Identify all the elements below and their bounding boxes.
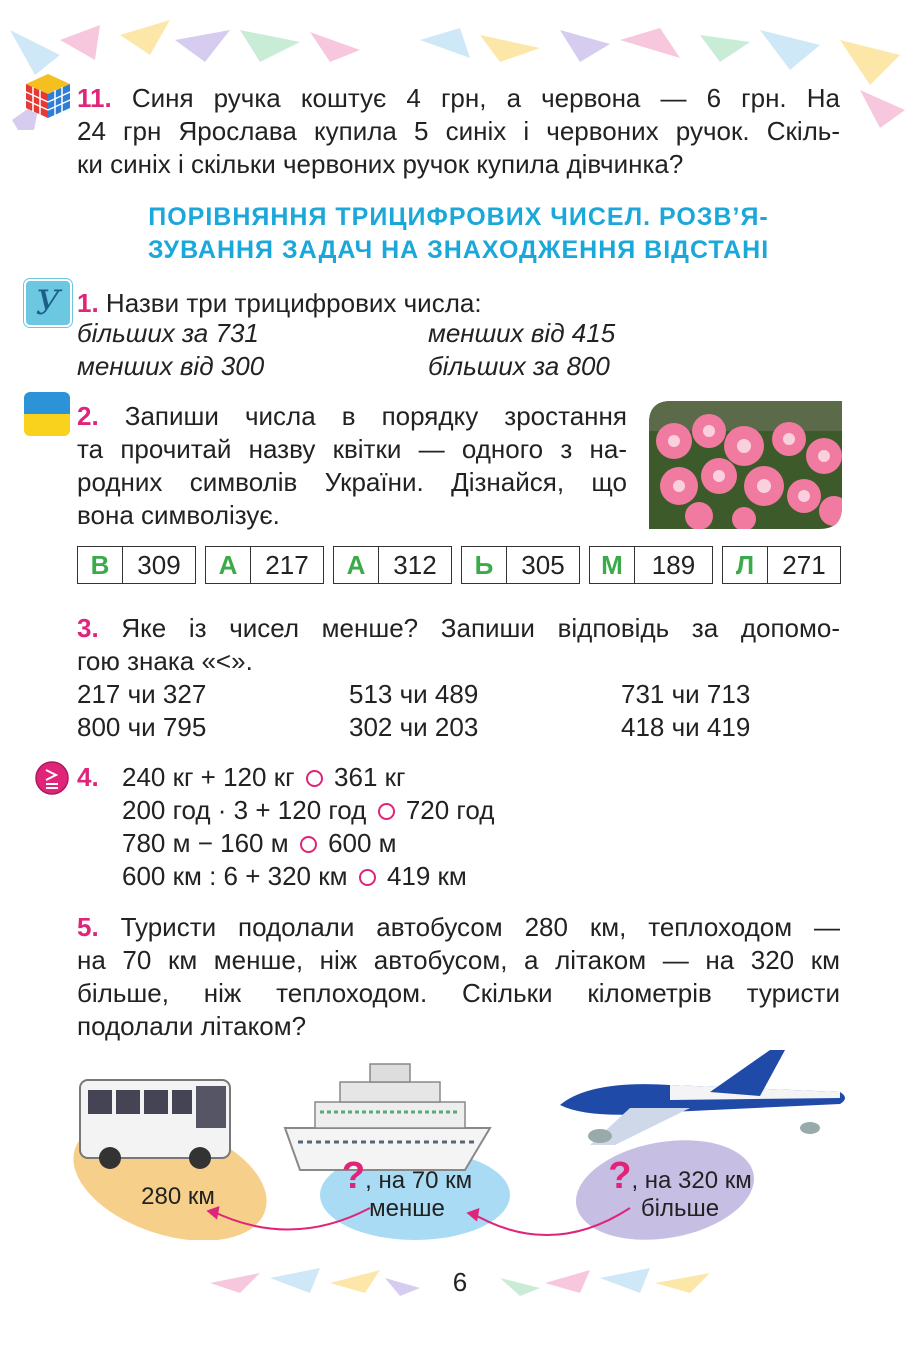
cell-letter: А [334,547,379,583]
comparison-pair: 513 чи 489 [349,679,479,709]
cell-value: 312 [393,549,437,580]
cell-letter: Л [723,547,768,583]
expression-row: 780 м − 160 м 600 м [122,828,397,858]
task3-line1: 3. Яке із чисел менше? Запиши відповідь за допомо- [77,613,840,643]
comparison-pair: 731 чи 713 [621,679,751,709]
cell-letter: Ь [462,547,507,583]
task11-line1: 11. Синя ручка коштує 4 грн, а червона — 6 грн. На [77,83,840,113]
task1-item: менших від 415 [428,318,616,348]
comparison-circle[interactable] [378,803,395,820]
comparison-circle[interactable] [300,836,317,853]
letter-number-cell [77,546,196,584]
oral-task-icon: У [24,279,72,327]
expression-row: 600 км : 6 + 320 км 419 км [122,861,467,891]
task5-line2: на 70 км менше, ніж автобусом, а літаком — на 320 км [77,945,840,975]
letter-number-cell [722,546,841,584]
cell-letter: В [78,547,123,583]
task3-line2: гою знака «<». [77,646,253,676]
cell-value: 305 [521,549,565,580]
ship-icon [285,1064,490,1170]
task2-number: 2. [77,401,99,431]
letter-number-cell [333,546,452,584]
cell-letter: М [590,547,635,583]
letter-number-cell [205,546,324,584]
question-mark: ? [341,1155,366,1197]
comparison-pair: 302 чи 203 [349,712,479,742]
compare-icon [34,760,70,796]
question-mark: ? [608,1155,632,1197]
task11-line2: 24 грн Ярослава купила 5 синіх і червоних ручок. Скіль- [77,116,840,146]
comparison-circle[interactable] [306,770,323,787]
bus-icon [80,1080,230,1169]
ukraine-flag-icon [24,392,70,436]
task2-line1: 2. Запиши числа в порядку зростання [77,401,627,431]
cell-value: 217 [265,549,309,580]
task2-line3: родних символів України. Дізнайся, що [77,467,627,497]
task2-line4: вона символізує. [77,500,280,530]
task1-item: більших за 731 [77,318,259,348]
cell-letter: А [206,547,251,583]
ship-distance-label: ?, на 70 км менше [341,1155,473,1222]
cell-value: 189 [651,549,696,580]
task5-line1: 5. Туристи подолали автобусом 280 км, теплоходом — [77,912,840,942]
letter-number-cell [461,546,580,584]
task1-item: більших за 800 [428,351,610,381]
task4-number: 4. [77,762,99,792]
expression-row: 240 кг + 120 кг 361 кг [122,762,406,792]
plane-distance-label: ?, на 320 км більше [608,1155,752,1222]
page-number: 6 [452,1267,468,1297]
rubik-cube-icon [24,72,72,120]
section-title-line1: ПОРІВНЯННЯ ТРИЦИФРОВИХ ЧИСЕЛ. РОЗВ’Я- [148,203,769,231]
task11-line3: ки синіх і скільки червоних ручок купила дівчинка? [77,149,684,179]
comparison-pair: 217 чи 327 [77,679,207,709]
task3-number: 3. [77,613,99,643]
cell-value: 309 [137,549,181,580]
airplane-icon [560,1050,845,1145]
comparison-pair: 418 чи 419 [621,712,751,742]
task5-line3: більше, ніж теплоходом. Скільки кілометрів туристи [77,978,840,1008]
cell-value: 271 [782,549,826,580]
letter-number-cell [589,546,713,584]
comparison-pair: 800 чи 795 [77,712,207,742]
section-title-line2: ЗУВАННЯ ЗАДАЧ НА ЗНАХОДЖЕННЯ ВІДСТАНІ [147,236,770,264]
task5-line4: подолали літаком? [77,1011,307,1041]
task5-number: 5. [77,912,99,942]
task1-prompt: 1. Назви три трицифрових числа: [77,288,482,318]
bus-distance-label: 280 км [141,1183,215,1210]
task1-number: 1. [77,288,99,318]
task2-line2: та прочитай назву квітки — одного з на- [77,434,627,464]
comparison-circle[interactable] [359,869,376,886]
task1-item: менших від 300 [77,351,265,381]
expression-row: 200 год · 3 + 120 год 720 год [122,795,495,825]
hollyhock-flowers-image [649,401,842,529]
task11-number: 11. [77,83,112,113]
